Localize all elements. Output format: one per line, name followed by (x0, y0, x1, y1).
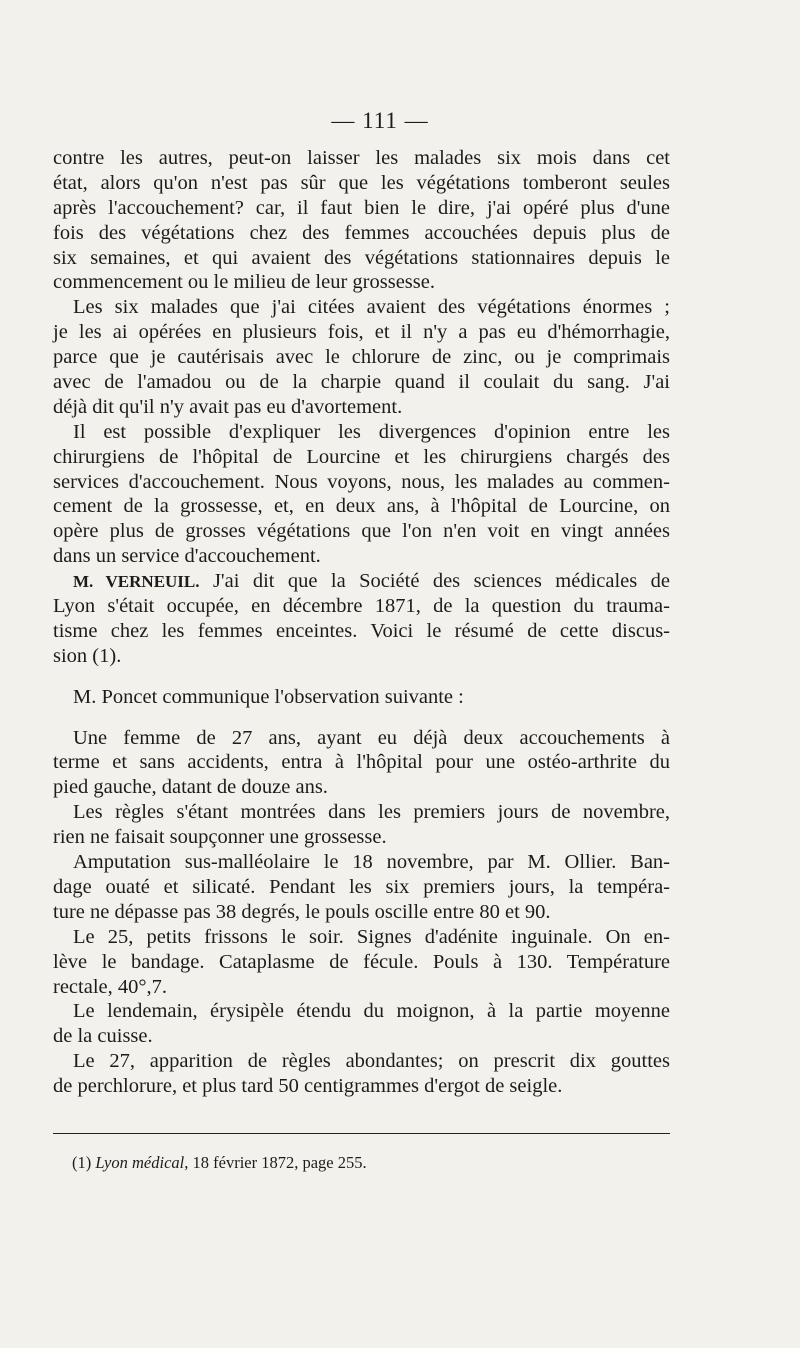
footnote-text: , 18 février 1872, page 255. (184, 1153, 367, 1172)
text-line: pied gauche, datant de douze ans. (53, 776, 328, 799)
paragraph (53, 999, 670, 1049)
paragraph-gap (53, 669, 670, 685)
text-line: parce que je cautérisais avec le chlorure de zinc, ou je comprimais (53, 346, 670, 369)
text-line: Le 25, petits frissons le soir. Signes d'adénite inguinale. On en- (73, 925, 670, 948)
text-line: tisme chez les femmes enceintes. Voici le résumé de cette discus- (53, 619, 670, 642)
text-line: Il est possible d'expliquer les divergences d'opinion entre les (73, 420, 670, 443)
paragraph (53, 1049, 670, 1099)
text-line: état, alors qu'on n'est pas sûr que les végétations tomberont seules (53, 171, 670, 194)
paragraph (53, 685, 670, 710)
text-line: après l'accouchement? car, il faut bien le dire, j'ai opéré plus d'une (53, 196, 670, 219)
text-line: fois des végétations chez des femmes accouchées depuis plus de (53, 221, 670, 244)
text-line: déjà dit qu'il n'y avait pas eu d'avortement. (53, 395, 403, 418)
text-line: rectale, 40°,7. (53, 975, 168, 998)
text-line: Le 27, apparition de règles abondantes; on prescrit dix gouttes (73, 1050, 670, 1073)
text-line: je les ai opérées en plusieurs fois, et il n'y a pas eu d'hémorrhagie, (53, 321, 670, 344)
page-number: — 111 — (331, 108, 429, 133)
text-line: ture ne dépasse pas 38 degrés, le pouls oscille entre 80 et 90. (53, 900, 551, 923)
paragraph (53, 726, 670, 801)
text-line: lève le bandage. Cataplasme de fécule. Pouls à 130. Température (53, 950, 670, 973)
text-line: sion (1). (53, 644, 122, 667)
paragraph (53, 925, 670, 1000)
text-line: M. Poncet communique l'observation suivante : (73, 685, 464, 708)
speaker-paragraph (53, 569, 670, 669)
text-line: Le lendemain, érysipèle étendu du moignon, à la partie moyenne (73, 1000, 670, 1023)
text-line: Amputation sus-malléolaire le 18 novembre, par M. Ollier. Ban- (73, 851, 670, 874)
paragraph (53, 146, 670, 295)
text-line: contre les autres, peut-on laisser les malades six mois dans cet (53, 147, 670, 169)
footnote-marker: (1) (72, 1153, 92, 1172)
text-line: de la cuisse. (53, 1025, 153, 1048)
text-line: opère plus de grosses végétations que l'on n'en voit en vingt années (53, 520, 670, 543)
text-line: Les règles s'étant montrées dans les premiers jours de novembre, (73, 801, 670, 824)
text-line: chirurgiens de l'hôpital de Lourcine et les chirurgiens chargés des (53, 445, 670, 468)
footnote-source: Lyon médical (95, 1153, 185, 1172)
paragraph (53, 850, 670, 925)
text-line: Lyon s'était occupée, en décembre 1871, de la question du trauma- (53, 595, 670, 618)
text-line: dans un service d'accouchement. (53, 545, 321, 568)
speaker-text: J'ai dit que la Société des sciences médicales de (212, 570, 670, 593)
footnote-rule (53, 1133, 670, 1134)
text-line: avec de l'amadou ou de la charpie quand il coulait du sang. J'ai (53, 371, 670, 394)
text-line: cement de la grossesse, et, en deux ans, à l'hôpital de Lourcine, on (53, 495, 670, 518)
text-line: services d'accouchement. Nous voyons, nous, les malades au commen- (53, 470, 670, 493)
paragraph (53, 295, 670, 419)
paragraph (53, 800, 670, 850)
footnote (72, 1153, 367, 1173)
text-line: Une femme de 27 ans, ayant eu déjà deux accouchements à (73, 726, 670, 749)
text-line: Les six malades que j'ai citées avaient des végétations énormes ; (73, 296, 670, 319)
text-line: de perchlorure, et plus tard 50 centigrammes d'ergot de seigle. (53, 1075, 563, 1098)
body-text (53, 146, 670, 1099)
text-line: terme et sans accidents, entra à l'hôpital pour une ostéo-arthrite du (53, 751, 670, 774)
text-line: six semaines, et qui avaient des végétations stationnaires depuis le (53, 246, 670, 269)
text-line: commencement ou le milieu de leur grossesse. (53, 271, 435, 294)
speaker-name: M. VERNEUIL. (73, 572, 200, 592)
text-line (53, 569, 670, 594)
text-line: rien ne faisait soupçonner une grossesse. (53, 826, 387, 849)
text-line: dage ouaté et silicaté. Pendant les six premiers jours, la tempéra- (53, 875, 670, 898)
paragraph-gap (53, 710, 670, 726)
paragraph (53, 420, 670, 569)
